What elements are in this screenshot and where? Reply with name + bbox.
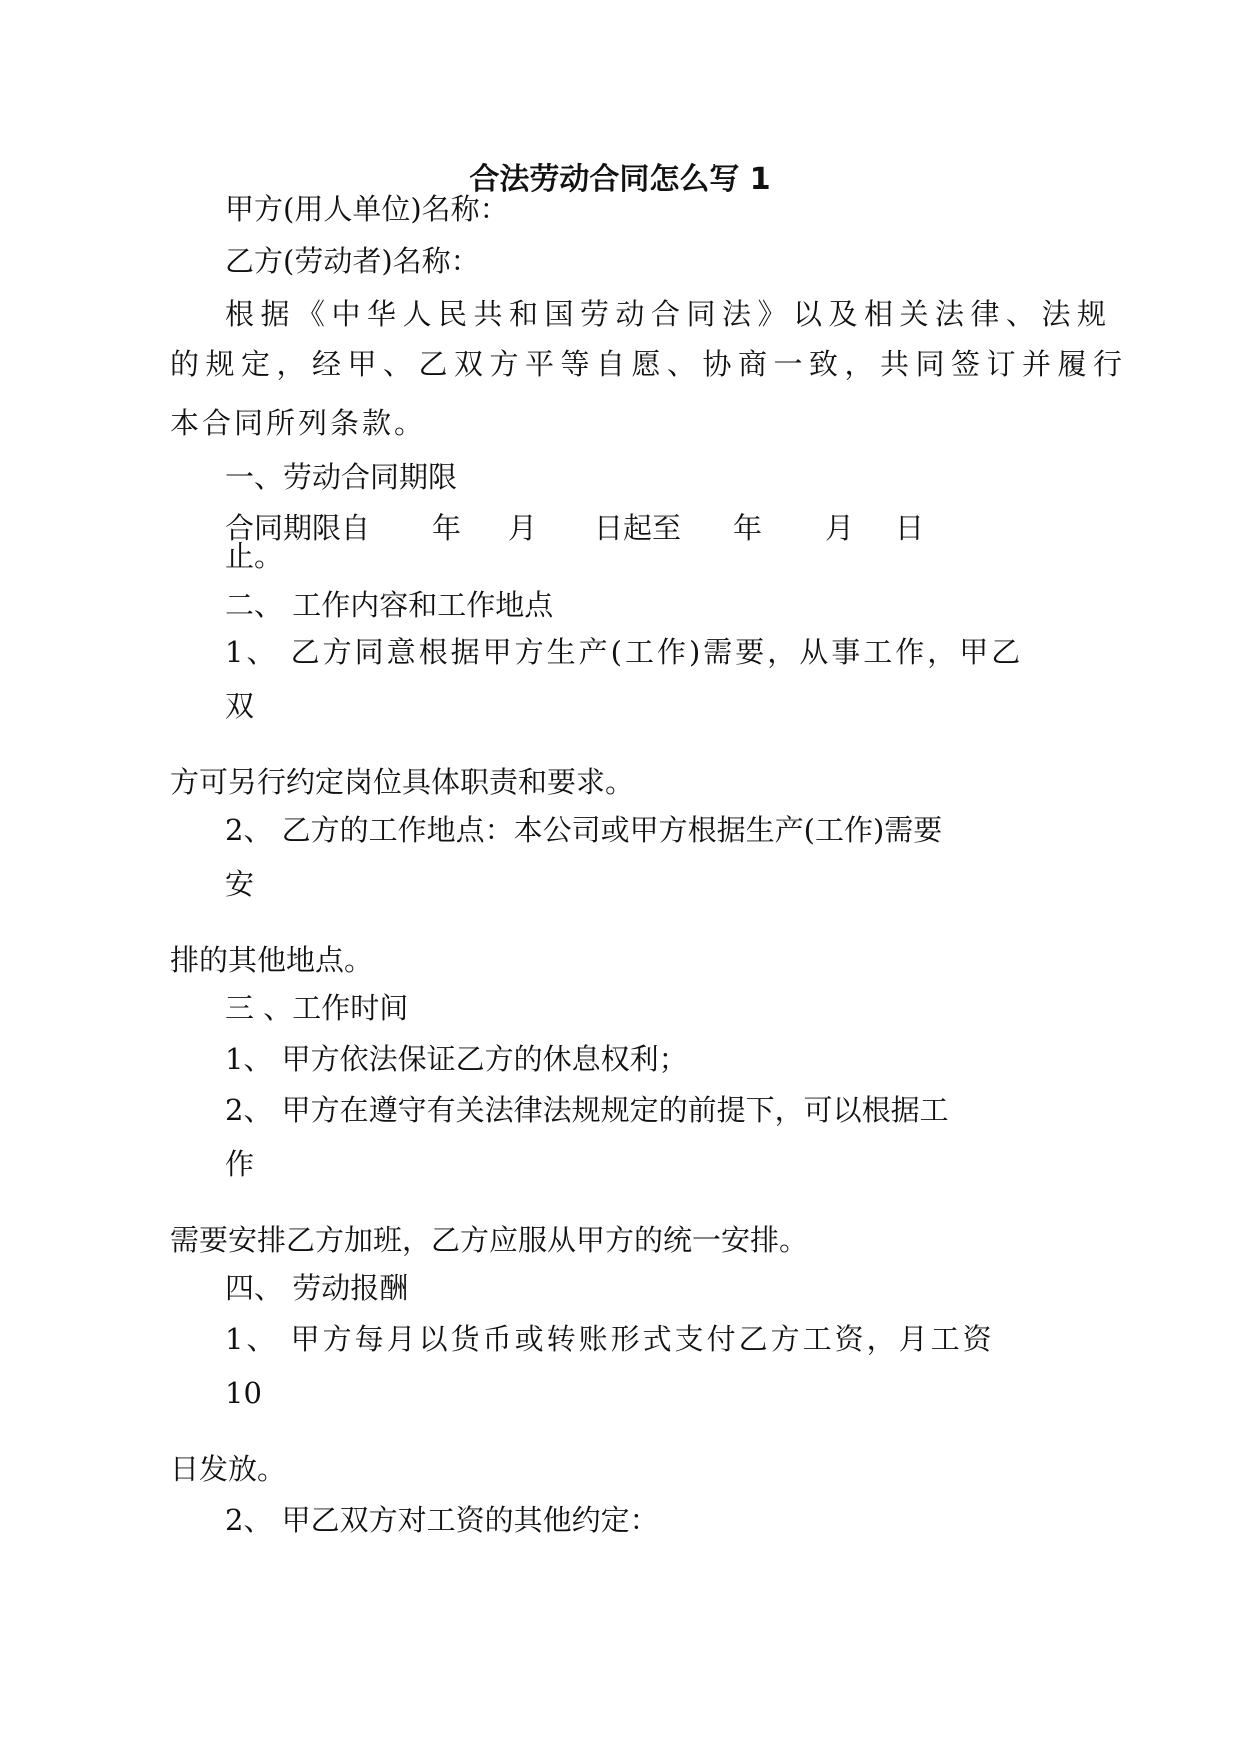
section-4-item-1-line-2: 10	[225, 1376, 262, 1410]
document-title: 合法劳动合同怎么写 1	[469, 162, 771, 197]
section-2-item-2-line-1: 2、 乙方的工作地点：本公司或甲方根据生产(工作)需要	[225, 813, 943, 847]
preamble-line-2: 的规定，经甲、乙双方平等自愿、协商一致，共同签订并履行	[170, 347, 1129, 381]
section-3-item-1: 1、 甲方依法保证乙方的休息权利；	[225, 1042, 688, 1076]
preamble-line-3: 本合同所列条款。	[170, 406, 427, 440]
section-4-heading: 四、 劳动报酬	[225, 1271, 409, 1305]
section-2-heading: 二、 工作内容和工作地点	[225, 588, 554, 622]
term-month-2: 月	[825, 511, 855, 545]
preamble-line-1: 根据《中华人民共和国劳动合同法》以及相关法律、法规	[225, 297, 1113, 331]
term-end: 止。	[225, 539, 284, 573]
section-3-item-2-line-2: 作	[225, 1147, 255, 1181]
section-3-item-2-line-3: 需要安排乙方加班，乙方应服从甲方的统一安排。	[170, 1223, 809, 1257]
section-3-heading: 三 、工作时间	[225, 991, 409, 1025]
term-month-1: 月	[508, 511, 538, 545]
term-year-2: 年	[733, 511, 763, 545]
party-a-name: 甲方(用人单位)名称：	[225, 192, 509, 226]
section-4-item-2: 2、 甲乙双方对工资的其他约定：	[225, 1503, 659, 1537]
section-4-item-1-line-1: 1、 甲方每月以货币或转账形式支付乙方工资，月工资	[225, 1322, 995, 1356]
section-2-item-2-line-3: 排的其他地点。	[170, 943, 374, 977]
section-4-item-1-line-3: 日发放。	[170, 1452, 287, 1486]
term-day-2: 日	[895, 511, 925, 545]
section-2-item-1-line-3: 方可另行约定岗位具体职责和要求。	[170, 765, 635, 799]
section-2-item-1-line-1: 1、 乙方同意根据甲方生产(工作)需要，从事工作，甲乙	[225, 635, 1024, 669]
term-year-1: 年	[432, 511, 462, 545]
section-2-item-2-line-2: 安	[225, 867, 255, 901]
section-2-item-1-line-2: 双	[225, 689, 255, 723]
term-label-from: 合同期限自	[225, 511, 371, 545]
party-b-name: 乙方(劳动者)名称：	[225, 244, 480, 278]
term-label-to: 日起至	[594, 511, 682, 545]
section-3-item-2-line-1: 2、 甲方在遵守有关法律法规规定的前提下，可以根据工	[225, 1093, 949, 1127]
section-1-heading: 一、劳动合同期限	[225, 460, 458, 494]
